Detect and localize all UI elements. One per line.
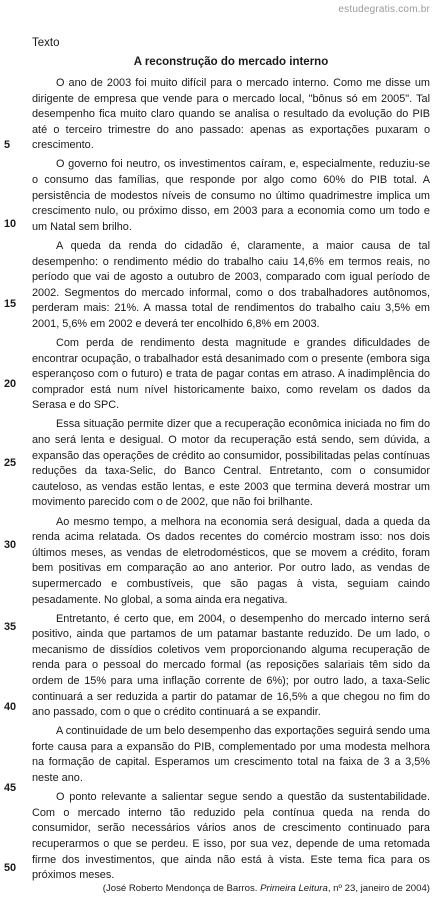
source-author: José Roberto Mendonça de Barros — [105, 883, 255, 894]
paragraph-5: Essa situação permite dizer que a recuperação econômica iniciada no fim do ano será lenta e desigual. O motor da recuperação está sendo, sem dúvida, a expansão das operações de crédito ao consumidor, possibilitadas pelas contínuas reduções da taxa-Selic, do Banco Central. Entretanto, com o consumidor cauteloso, as vendas estão lentas, e este 2003 que termina deverá mostrar um movimento parecido com o de 2002, que não foi brilhante. — [32, 418, 430, 509]
line-number: 5 — [4, 139, 11, 151]
source-citation — [103, 883, 430, 894]
article-title: A reconstrução do mercado interno — [133, 56, 329, 68]
line-number: 15 — [4, 298, 17, 310]
article-body — [32, 76, 430, 887]
paragraph-7: Entretanto, é certo que, em 2004, o desempenho do mercado interno será positivo, ainda que partamos de um patamar bastante reduzido. De um lado, o mecanismo de dissídios coletivos vem proporcionando alguma recuperação de renda para o pessoal do mercado formal (as reposições salariais têm sido da ordem de 15% para uma inflação corrente de 6%); por outro lado, a taxa-Selic continuará a ser reduzida a partir do patamar de 16,5% a que chegou no fim do ano passado, com o que o crédito continuará a se expandir. — [32, 612, 430, 719]
source-details: , nº 23, janeiro de 2004) — [327, 883, 430, 894]
site-watermark: estudegratis.com.br — [338, 4, 430, 15]
section-label: Texto — [32, 37, 60, 49]
source-sep: . — [254, 883, 261, 894]
line-number: 40 — [4, 701, 17, 713]
line-number: 25 — [4, 457, 17, 469]
line-number: 45 — [4, 782, 17, 794]
paragraph-6: Ao mesmo tempo, a melhora na economia será desigual, dada a queda da renda acima relatada. Os dados recentes do comércio mostram isso: nos dois últimos meses, as vendas de eletrodomésticos, que se movem a crédito, foram bem positivas em comparação ao ano anterior. Por outro lado, as vendas de supermercado e combustíveis, que são pagas à vista, seguiam caindo pesadamente. No global, a soma ainda era negativa. — [32, 515, 430, 606]
paragraph-4: Com perda de rendimento desta magnitude e grandes dificuldades de encontrar ocupação, o trabalhador está desanimado com o presente (embora siga esperançoso com o futuro) e trata de pagar contas em atraso. A inadimplência do comprador está num nível historicamente baixo, como revelam os dados da Serasa e do SPC. — [32, 337, 430, 412]
line-number: 50 — [4, 862, 17, 874]
line-number: 30 — [4, 539, 17, 551]
paragraph-2: O governo foi neutro, os investimentos caíram, e, especialmente, reduziu-se o consumo das famílias, que responde por algo como 60% do PIB total. A persistência de modestos níveis de consumo no último quadrimestre implica um crescimento nulo, ou próximo disso, em 2003 para a economia como um todo e um Natal sem brilho. — [32, 158, 430, 233]
source-open: ( — [102, 883, 106, 894]
source-publication: Primeira Leitura — [260, 883, 328, 894]
paragraph-3: A queda da renda do cidadão é, claramente, a maior causa de tal desempenho: o rendimento médio do trabalho caiu 14,6% em termos reais, no período que vai de agosto a outubro de 2003, comparado com igual período de 2002. Segmentos do mercado informal, como o dos trabalhadores autônomos, perderam mais: 21%. A massa total de rendimentos do trabalho caiu 3,5% em 2001, 5,6% em 2002 e deverá ter encolhido 6,8% em 2003. — [32, 239, 430, 330]
line-number: 10 — [4, 218, 17, 230]
paragraph-8: A continuidade de um belo desempenho das exportações seguirá sendo uma forte causa para a expansão do PIB, complementado por uma modesta melhora na formação de capital. Esperamos um crescimento total na faixa de 3 a 3,5% neste ano. — [32, 725, 430, 785]
paragraph-1: O ano de 2003 foi muito difícil para o mercado interno. Como me disse um dirigente de empresa que vende para o mercado local, "bônus só em 2005". Tal desempenho fica muito claro quando se analisa o resultado da evolução do PIB até o terceiro trimestre do ano passado: apenas as exportações puxaram o crescimento. — [32, 77, 430, 152]
line-number: 35 — [4, 621, 17, 633]
paragraph-9: O ponto relevante a salientar segue sendo a questão da sustentabilidade. Com o mercado interno tão reduzido pela contínua queda na renda do consumidor, serão necessários vários anos de crescimento continuado para recuperarmos o que se perdeu. E isso, por sua vez, depende de uma retomada firme dos investimentos, que ainda não está à vista. Este tema fica para os próximos meses. — [32, 791, 430, 882]
line-number: 20 — [4, 378, 17, 390]
